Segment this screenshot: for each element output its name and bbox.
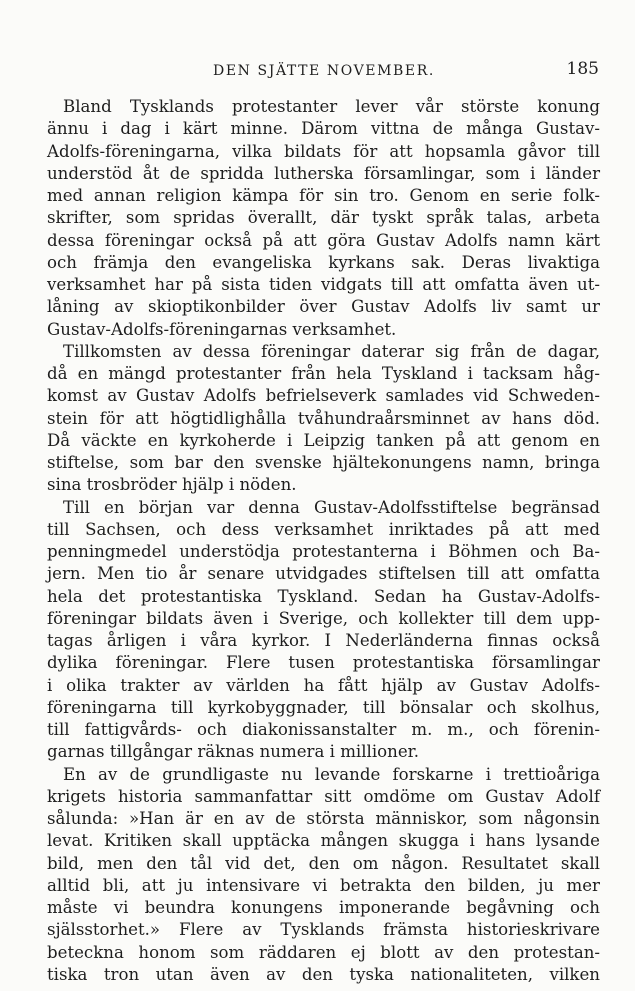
running-header [0, 59, 635, 83]
running-title: DEN SJÄTTE NOVEMBER. [213, 63, 435, 79]
text-line: tagas årligen i våra kyrkor. I Nederländerna finnas också [47, 631, 600, 650]
text-line: Bland Tysklands protestanter lever vår störste konung [63, 97, 600, 116]
text-line: stein för att högtidlighålla tvåhundraårsminnet av hans död. [47, 408, 600, 428]
text-line: stiftelse, som bar den svenske hjältekonungens namn, bringa [47, 453, 600, 472]
text-line: bild, men den tål vid det, den om någon. Resultatet skall [47, 853, 600, 873]
text-line: Gustav-Adolfs-föreningarnas verksamhet. [47, 319, 397, 339]
text-line: själsstorhet.» Flere av Tysklands främsta historieskrivare [47, 920, 600, 940]
text-line: alltid bli, att ju intensivare vi betrakta den bilden, ju mer [47, 875, 600, 895]
page-number: 185 [566, 59, 599, 79]
text-line: Till en början var denna Gustav-Adolfsstiftelse begränsad [63, 497, 600, 517]
text-line: måste vi beundra konungens imponerande begåvning och [47, 898, 600, 917]
text-line: beteckna honom som räddaren ej blott av den protestan- [47, 942, 600, 962]
text-line: i olika trakter av världen ha fått hjälp av Gustav Adolfs- [47, 675, 600, 695]
text-line: Adolfs-föreningarna, vilka bildats för att hopsamla gåvor till [47, 141, 600, 161]
text-line: penningmedel understödja protestanterna i Böhmen och Ba- [47, 542, 600, 561]
text-line: till fattigvårds- och diakonissanstalter m. m., och förenin- [47, 720, 600, 739]
text-line: och främja den evangeliska kyrkans sak. Deras livaktiga [47, 252, 600, 272]
text-line: dylika föreningar. Flere tusen protestantiska församlingar [47, 653, 600, 673]
text-line: En av de grundligaste nu levande forskarne i trettioåriga [63, 764, 600, 784]
text-line: understöd åt de spridda lutherska församlingar, som i länder [47, 163, 600, 183]
text-line: Då väckte en kyrkoherde i Leipzig tanken på att genom en [47, 430, 600, 450]
body-text [47, 96, 600, 986]
text-line: levat. Kritiken skall upptäcka mången skugga i hans lysande [47, 831, 600, 851]
text-line: sålunda: »Han är en av de största människor, som någonsin [47, 809, 600, 828]
text-line: garnas tillgångar räknas numera i millioner. [47, 742, 420, 762]
text-line: hela det protestantiska Tyskland. Sedan ha Gustav-Adolfs- [47, 586, 600, 606]
text-line: föreningarna till kyrkobyggnader, till bönsalar och skolhus, [47, 697, 600, 717]
text-line: Tillkomsten av dessa föreningar daterar sig från de dagar, [63, 341, 600, 361]
text-line: verksamhet har på sista tiden vidgats till att omfatta även ut- [47, 275, 600, 294]
text-line: krigets historia sammanfattar sitt omdöme om Gustav Adolf [47, 786, 600, 806]
text-line: då en mängd protestanter från hela Tyskland i tacksam håg- [47, 364, 600, 383]
text-line: föreningar bildats även i Sverige, och kollekter till dem upp- [47, 608, 600, 628]
text-line: dessa föreningar också på att göra Gustav Adolfs namn kärt [47, 230, 600, 250]
text-line: komst av Gustav Adolfs befrielseverk samlades vid Schweden- [47, 386, 600, 406]
text-line: ännu i dag i kärt minne. Därom vittna de många Gustav- [47, 119, 600, 139]
text-line: tiska tron utan även av den tyska nationaliteten, vilken [47, 964, 600, 984]
text-line: skrifter, som spridas överallt, där tyskt språk talas, arbeta [47, 208, 600, 228]
text-line: med annan religion kämpa för sin tro. Genom en serie folk- [47, 186, 600, 205]
text-line: sina trosbröder hjälp i nöden. [47, 475, 297, 495]
text-line: till Sachsen, och dess verksamhet inriktades på att med [47, 519, 600, 539]
text-line: låning av skioptikonbilder över Gustav Adolfs liv samt ur [47, 297, 600, 317]
text-line: jern. Men tio år senare utvidgades stiftelsen till att omfatta [47, 564, 600, 584]
